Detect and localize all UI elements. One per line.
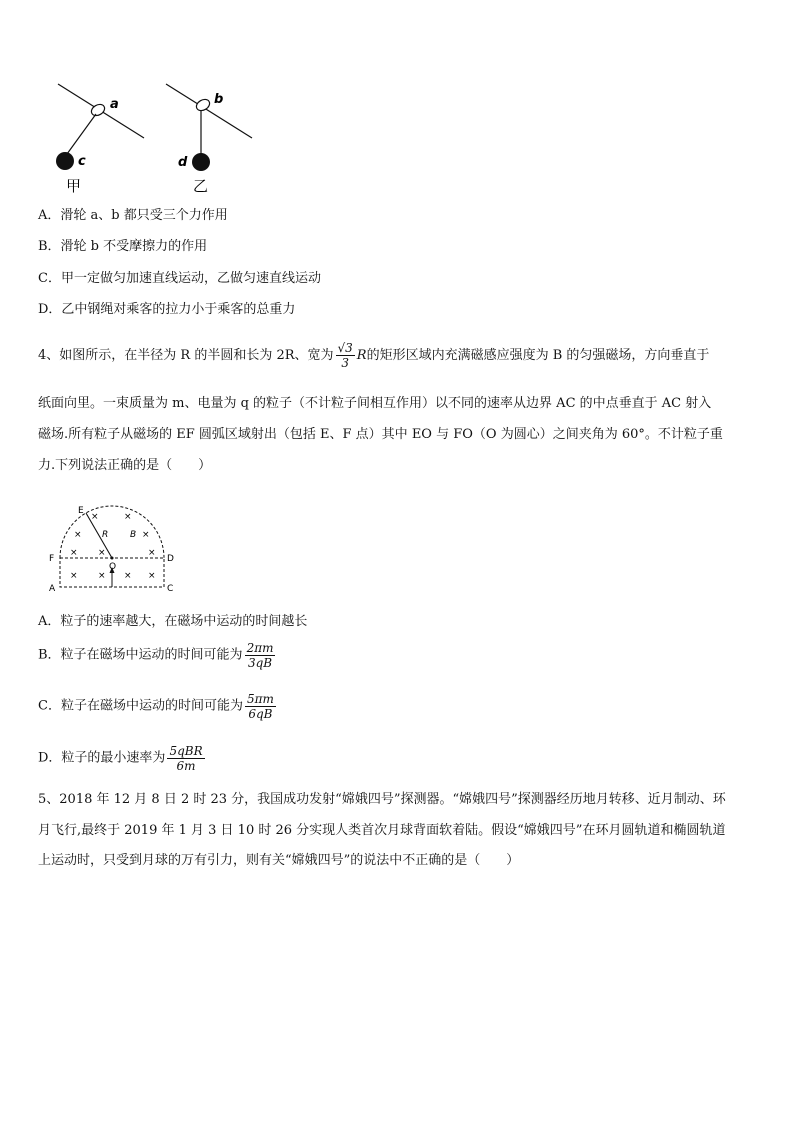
width-fraction [336,341,355,370]
width-fraction-den: 3 [341,356,349,370]
label-r: R [102,530,109,540]
q4-stem-line1 [38,341,758,370]
label-c: C [167,584,174,594]
q4-option-b-num: 2πm [246,641,274,655]
q4-option-a: A．粒子的速率越大，在磁场中运动的时间越长 [38,614,308,629]
q4-option-b-fraction [245,641,276,670]
q5-line2: 月飞行,最终于 2019 年 1 月 3 日 10 时 26 分实现人类首次月球背面软着陆。假设“嫦娥四号”在环月圆轨道和椭圆轨道 [38,823,726,838]
pulley-a [89,102,106,118]
label-e: E [78,506,84,516]
label-d: d [178,155,188,170]
q4-option-c-fraction [245,692,276,721]
field-cross: × [70,548,78,558]
label-d: D [167,554,174,564]
q4-stem-line4: 力.下列说法正确的是（ ） [38,458,212,473]
q4-option-c-num: 5πm [246,692,274,706]
ball-c [56,152,74,170]
field-cross: × [148,548,156,558]
q4-option-d-den: 6m [176,759,196,773]
q4-stem-line2: 纸面向里。一束质量为 m、电量为 q 的粒子（不计粒子间相互作用）以不同的速率从边界 AC 的中点垂直于 AC 射入 [38,396,712,411]
q4-option-d-fraction [167,744,204,773]
q4-option-c-den: 6qB [248,707,273,721]
q3-option-b: B．滑轮 b 不受摩擦力的作用 [38,239,208,254]
q5-line1: 5、2018 年 12 月 8 日 2 时 23 分，我国成功发射“嫦娥四号”探测器。“嫦娥四号”探测器经历地月转移、近月制动、环 [38,792,726,807]
field-cross: × [142,530,150,540]
q3-option-a: A．滑轮 a、b 都只受三个力作用 [38,208,228,223]
label-b: b [214,92,224,107]
width-fraction-num: √3 [337,341,353,355]
q4-option-b-den: 3qB [247,656,273,670]
field-cross: × [98,548,106,558]
caption-yi: 乙 [193,177,209,195]
q4-option-c-text: C．粒子在磁场中运动的时间可能为 [38,698,243,714]
q4-stem-line3: 磁场.所有粒子从磁场的 EF 圆弧区域射出（包括 E、F 点）其中 EO 与 FO（O 为圆心）之间夹角为 60°。不计粒子重 [38,427,723,442]
q5-line3: 上运动时，只受到月球的万有引力，则有关“嫦娥四号”的说法中不正确的是（ ） [38,853,520,868]
magnetic-field-figure [40,497,190,597]
field-cross: × [124,512,132,522]
q3-option-d: D．乙中钢绳对乘客的拉力小于乘客的总重力 [38,302,296,317]
q4-option-d-text: D．粒子的最小速率为 [38,750,166,766]
field-cross: × [74,530,82,540]
label-f: F [49,554,55,564]
label-a: a [110,97,119,112]
label-o: O [109,562,117,572]
ball-d [192,153,210,171]
field-cross: × [98,571,106,581]
label-b: B [130,530,137,540]
cable-right [166,84,252,138]
pulley-figure [40,70,280,200]
q4-stem-text-b: 的矩形区域内充满磁感应强度为 B 的匀强磁场，方向垂直于 [366,348,710,363]
caption-jia: 甲 [66,177,82,195]
rope-left [67,114,96,154]
q4-option-d-num: 5qBR [169,744,203,758]
width-fraction-var: R [356,348,367,363]
q3-option-c: C．甲一定做匀加速直线运动，乙做匀速直线运动 [38,271,321,286]
field-cross: × [91,512,99,522]
field-cross: × [124,571,132,581]
label-a: A [49,584,56,594]
label-c: c [78,154,86,169]
q4-option-b-text: B．粒子在磁场中运动的时间可能为 [38,647,243,663]
q4-option-c [38,692,278,721]
field-cross: × [148,571,156,581]
q4-stem-text-a: 4、如图所示，在半径为 R 的半圆和长为 2R、宽为 [38,348,334,363]
point-o [111,557,114,560]
q4-option-b [38,641,277,670]
q4-option-d [38,744,207,773]
field-cross: × [70,571,78,581]
